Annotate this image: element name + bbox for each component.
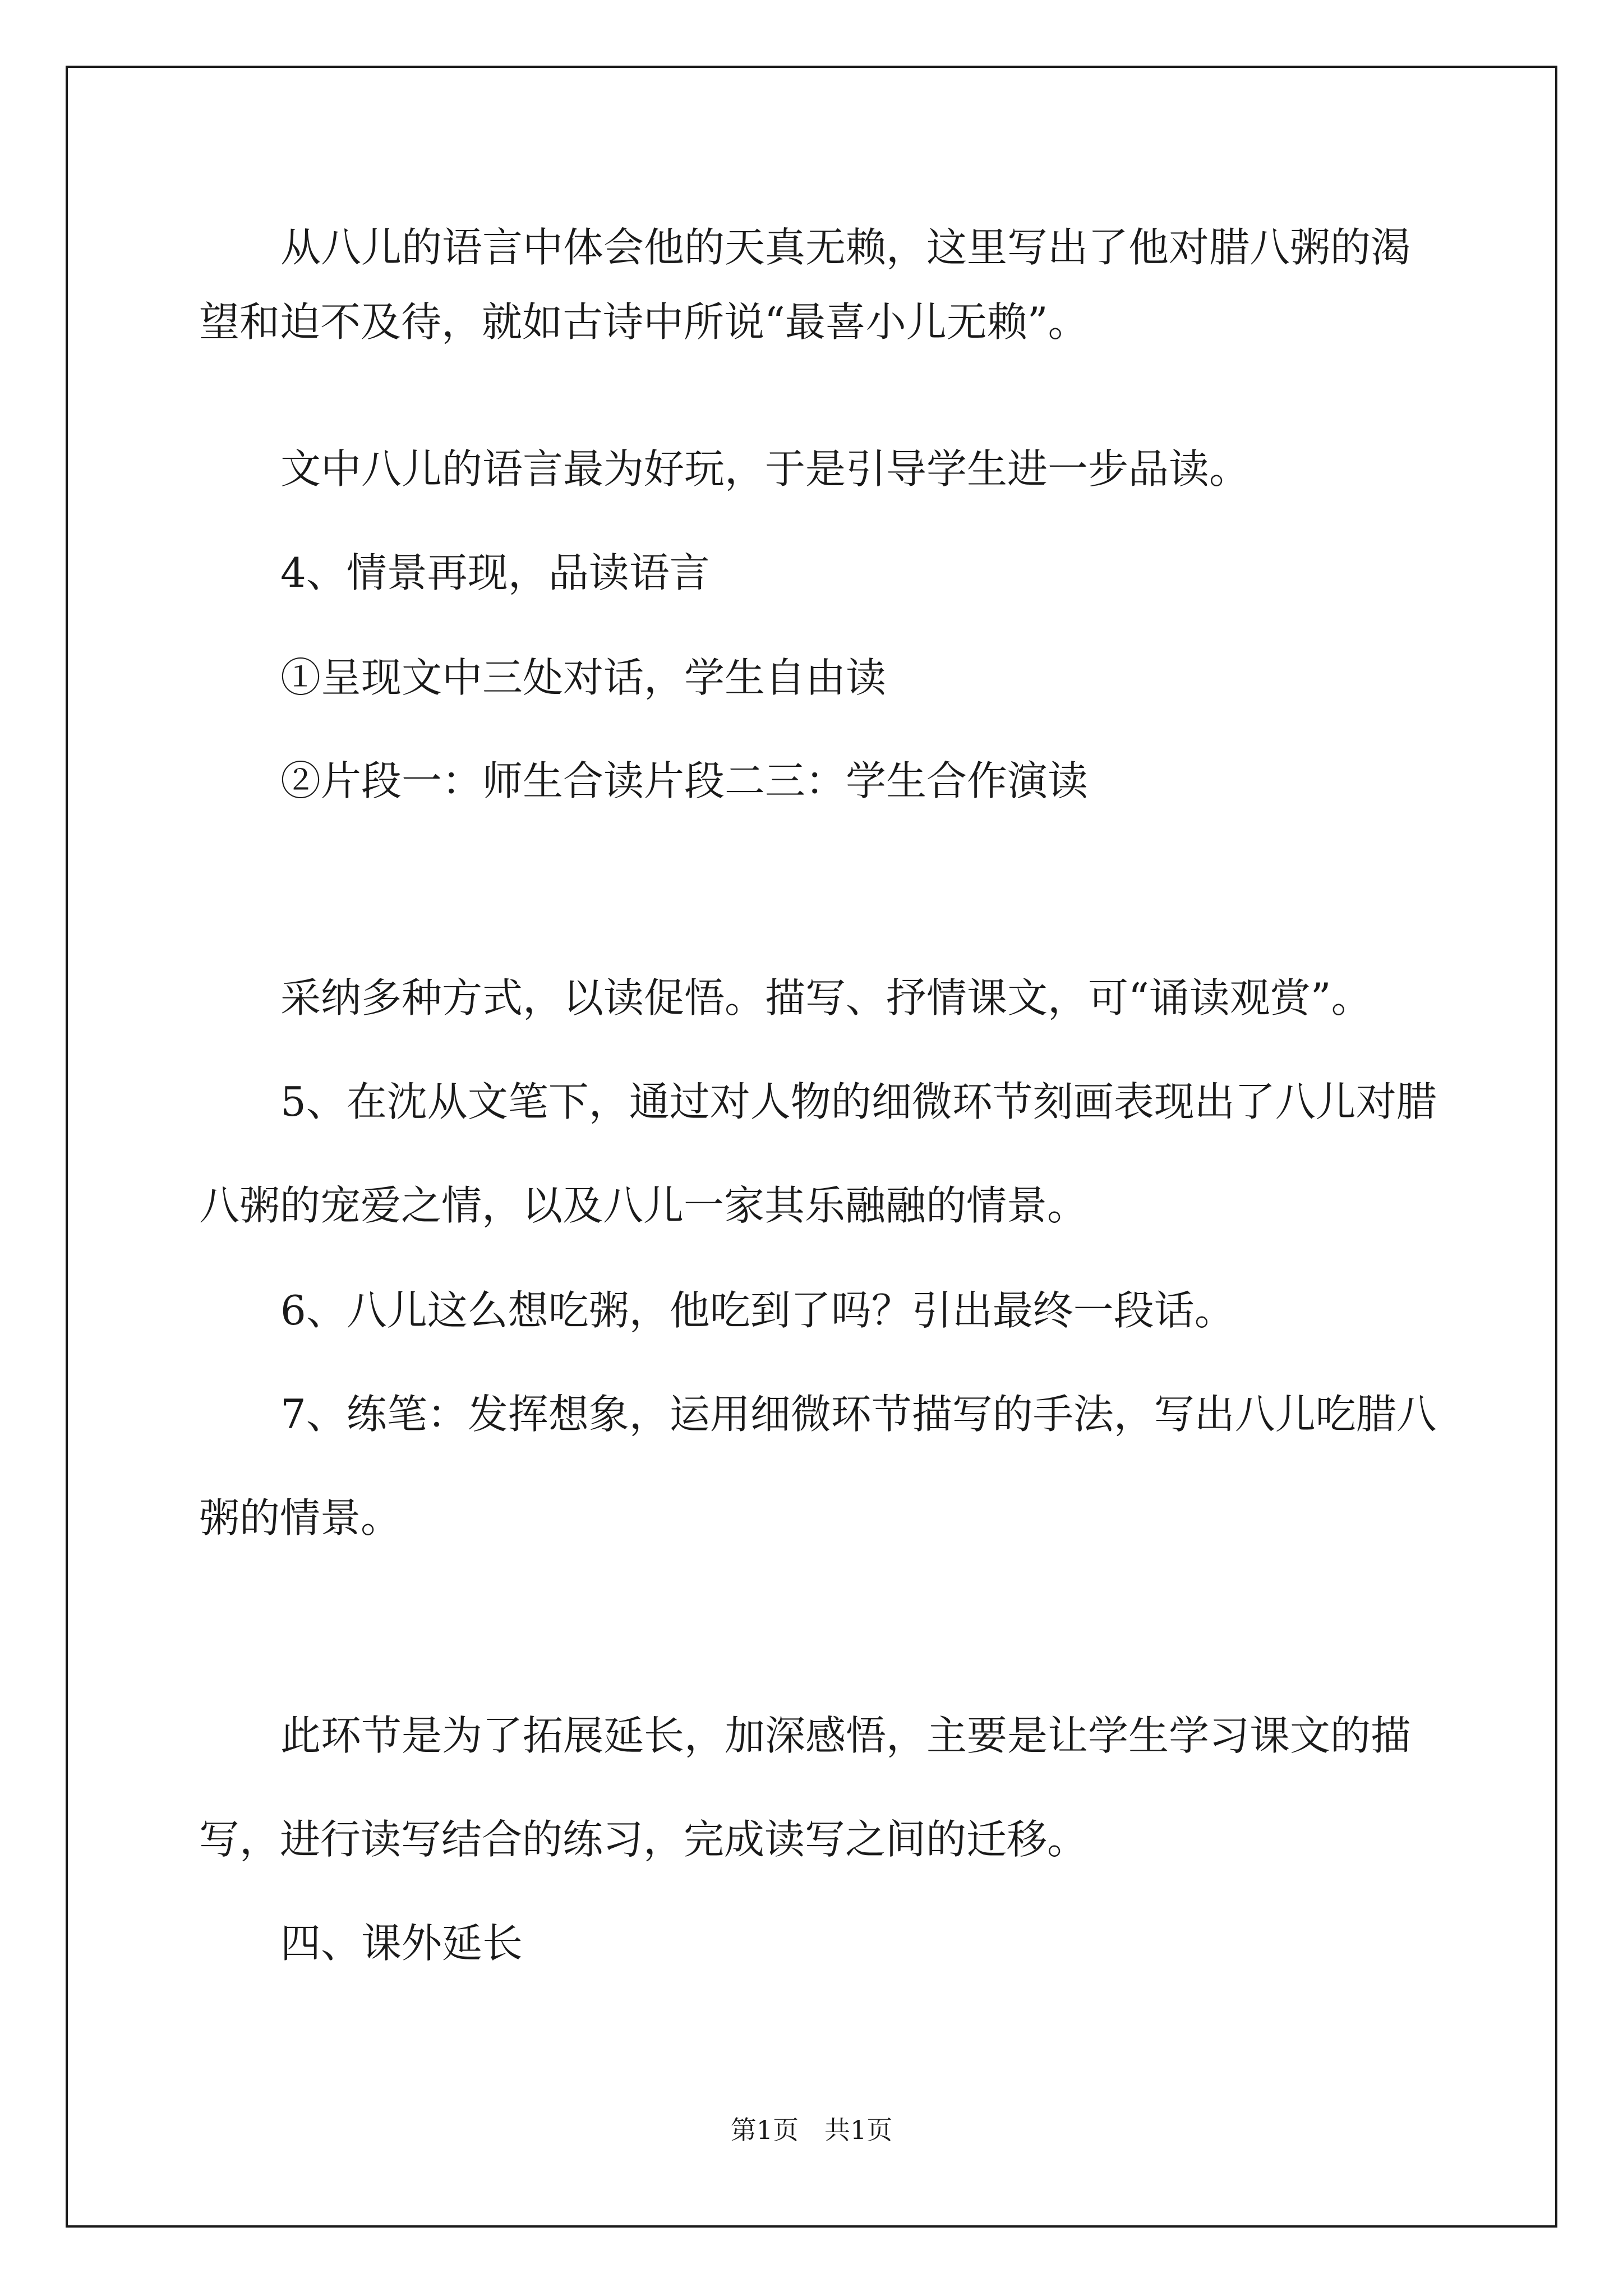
text-line-6: ②片段一：师生合读片段二三：学生合作演读 [280, 757, 1089, 804]
text-line-11: 7、练笔：发挥想象，运用细微环节描写的手法，写出八儿吃腊八 [280, 1391, 1437, 1438]
text-line-8: 5、在沈从文笔下，通过对人物的细微环节刻画表现出了八儿对腊 [280, 1078, 1437, 1125]
text-line-13: 此环节是为了拓展延长，加深感悟，主要是让学生学习课文的描 [280, 1712, 1412, 1759]
text-line-1: 从八儿的语言中体会他的天真无赖，这里写出了他对腊八粥的渴 [280, 224, 1412, 271]
page-footer: 第1页 共1页 [730, 2115, 893, 2145]
text-line-10: 6、八儿这么想吃粥，他吃到了吗？引出最终一段话。 [280, 1287, 1235, 1334]
page-border [66, 66, 1557, 2228]
text-line-12: 粥的情景。 [199, 1494, 402, 1542]
text-line-4: 4、情景再现，品读语言 [280, 549, 710, 596]
text-line-9: 八粥的宠爱之情，以及八儿一家其乐融融的情景。 [199, 1182, 1088, 1229]
text-line-14: 写，进行读写结合的练习，完成读写之间的迁移。 [199, 1816, 1088, 1863]
text-line-15: 四、课外延长 [280, 1920, 523, 1967]
text-line-7: 采纳多种方式，以读促悟。描写、抒情课文，可“诵读观赏”。 [280, 974, 1372, 1022]
text-line-5: ①呈现文中三处对话，学生自由读 [280, 654, 887, 701]
text-line-3: 文中八儿的语言最为好玩，于是引导学生进一步品读。 [280, 445, 1250, 493]
text-line-2: 望和迫不及待，就如古诗中所说“最喜小儿无赖”。 [199, 298, 1089, 346]
